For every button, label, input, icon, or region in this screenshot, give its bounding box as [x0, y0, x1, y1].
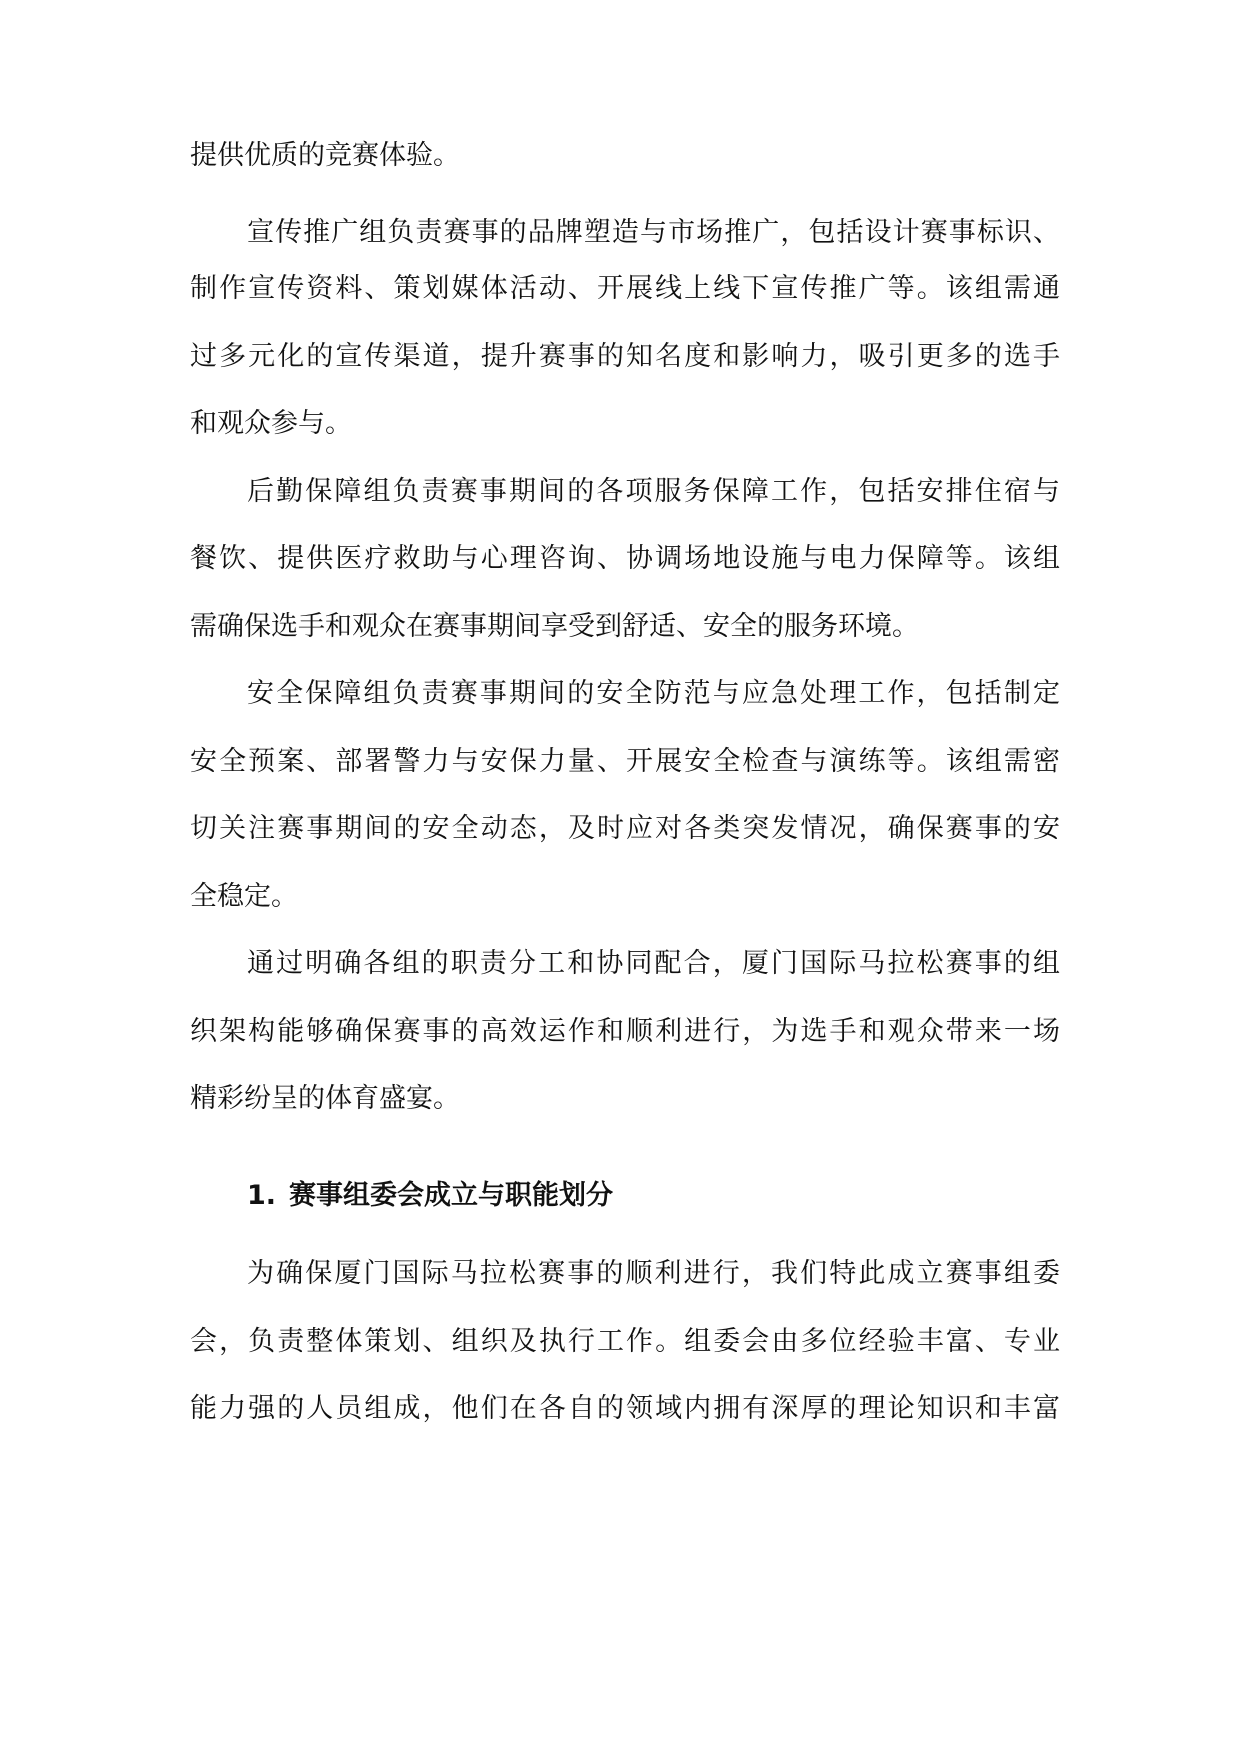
paragraph-line: 会，负责整体策划、组织及执行工作。组委会由多位经验丰富、专业	[190, 1326, 1060, 1357]
paragraph-line: 提供优质的竞赛体验。	[190, 140, 460, 171]
paragraph-line: 为确保厦门国际马拉松赛事的顺利进行，我们特此成立赛事组委	[247, 1258, 1060, 1289]
section-heading	[247, 1176, 613, 1216]
paragraph-line: 织架构能够确保赛事的高效运作和顺利进行，为选手和观众带来一场	[190, 1016, 1060, 1047]
paragraph-line: 餐饮、提供医疗救助与心理咨询、协调场地设施与电力保障等。该组	[190, 543, 1060, 574]
paragraph-line: 宣传推广组负责赛事的品牌塑造与市场推广，包括设计赛事标识、	[247, 217, 1060, 248]
paragraph-line: 后勤保障组负责赛事期间的各项服务保障工作，包括安排住宿与	[247, 476, 1060, 507]
paragraph-line: 安全保障组负责赛事期间的安全防范与应急处理工作，包括制定	[247, 678, 1060, 709]
paragraph-line: 切关注赛事期间的安全动态，及时应对各类突发情况，确保赛事的安	[190, 813, 1060, 844]
paragraph-line: 需确保选手和观众在赛事期间享受到舒适、安全的服务环境。	[190, 611, 919, 642]
paragraph-line: 全稳定。	[190, 881, 298, 912]
paragraph-line: 能力强的人员组成，他们在各自的领域内拥有深厚的理论知识和丰富	[190, 1393, 1060, 1424]
paragraph-line: 精彩纷呈的体育盛宴。	[190, 1083, 460, 1114]
paragraph-line: 和观众参与。	[190, 408, 352, 439]
section-title: 赛事组委会成立与职能划分	[289, 1180, 613, 1211]
paragraph-line: 安全预案、部署警力与安保力量、开展安全检查与演练等。该组需密	[190, 746, 1060, 777]
section-number: 1.	[247, 1180, 277, 1211]
paragraph-line: 制作宣传资料、策划媒体活动、开展线上线下宣传推广等。该组需通	[190, 273, 1060, 304]
paragraph-line: 过多元化的宣传渠道，提升赛事的知名度和影响力，吸引更多的选手	[190, 341, 1060, 372]
paragraph-line: 通过明确各组的职责分工和协同配合，厦门国际马拉松赛事的组	[247, 948, 1060, 979]
